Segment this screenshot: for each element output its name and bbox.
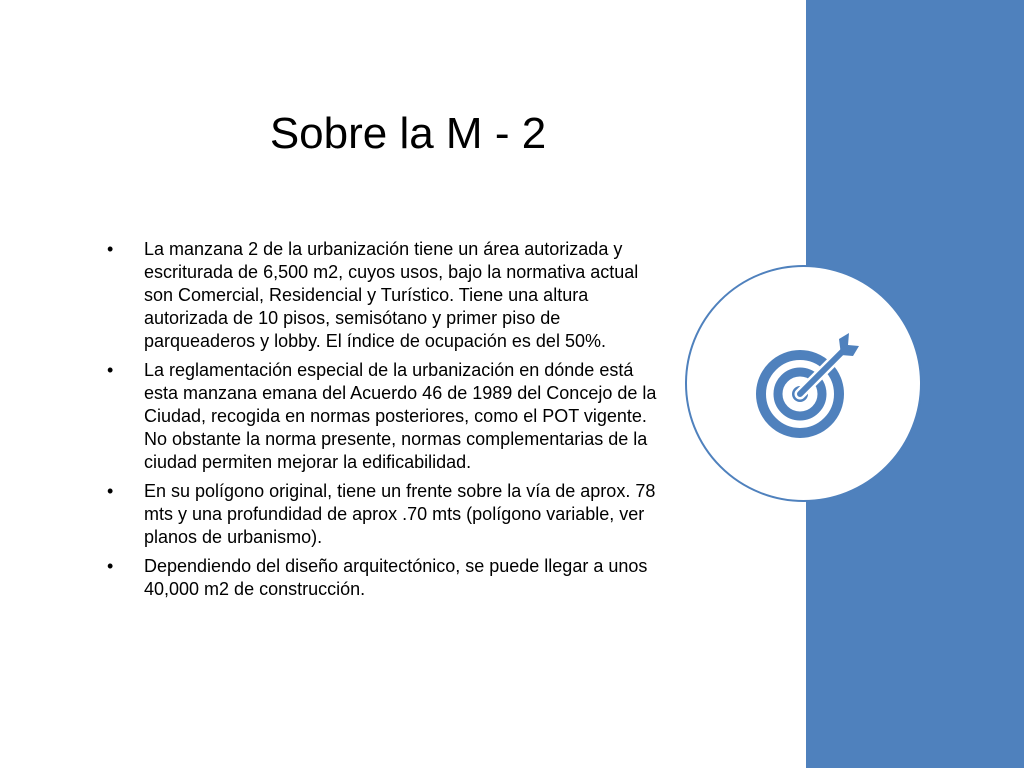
bullet-text: La reglamentación especial de la urbanización en dónde está esta manzana emana del Acuerdo 46 de 1989 del Concejo de la Ciudad, recogida en normas posteriores, como el POT vigente. No obstante la norma presente, normas complementarias de la ciudad permiten mejorar la edificabilidad.	[144, 360, 657, 472]
bullet-item	[104, 480, 664, 549]
bullet-list	[104, 238, 664, 607]
bullet-marker: •	[107, 239, 114, 259]
icon-circle	[685, 265, 922, 502]
bullet-text: Dependiendo del diseño arquitectónico, se puede llegar a unos 40,000 m2 de construcción.	[144, 556, 648, 599]
bullet-marker: •	[107, 360, 114, 380]
target-icon	[755, 329, 865, 439]
bullet-item	[104, 359, 664, 474]
bullet-text: La manzana 2 de la urbanización tiene un área autorizada y escriturada de 6,500 m2, cuyos usos, bajo la normativa actual son Comercial, Residencial y Turístico. Tiene una altura autorizada de 10 pisos, semisótano y primer piso de parqueaderos y lobby. El índice de ocupación es del 50%.	[144, 239, 639, 351]
bullet-item	[104, 238, 664, 353]
bullet-marker: •	[107, 481, 114, 501]
bullet-text: En su polígono original, tiene un frente sobre la vía de aprox. 78 mts y una profundidad de aprox .70 mts (polígono variable, ver planos de urbanismo).	[144, 481, 656, 547]
bullet-item	[104, 555, 664, 601]
slide-title: Sobre la M - 2	[269, 109, 547, 158]
bullet-marker: •	[107, 556, 114, 576]
